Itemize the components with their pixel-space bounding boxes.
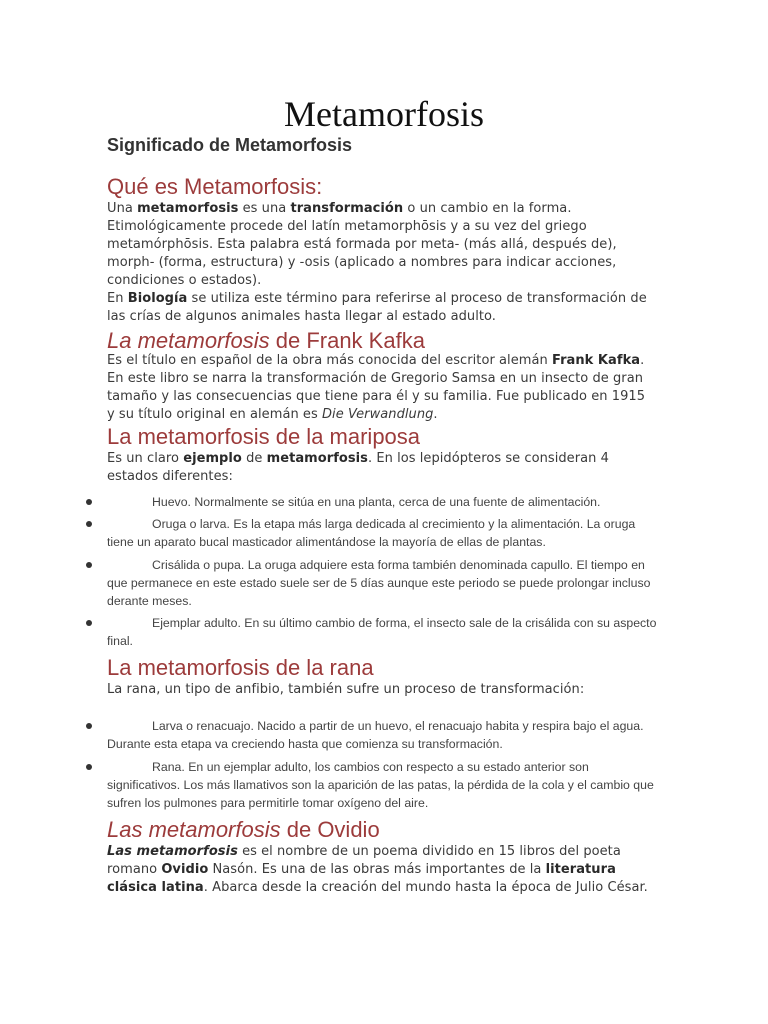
page-subtitle: Significado de Metamorfosis — [107, 135, 353, 155]
list-item-text: Oruga o larva. Es la etapa más larga dedicada al crecimiento y la alimentación. La oruga tiene un aparato bucal masticador alimentándose la mayoría de ellas de plantas. — [107, 517, 636, 549]
bullet-dot — [86, 723, 92, 729]
text-run: En — [107, 291, 128, 306]
list-item-huevo — [107, 493, 659, 511]
bold-term: Ovidio — [161, 862, 209, 877]
italic-term: Die Verwandlung — [322, 407, 434, 422]
bold-term: literatura clásica latina — [107, 862, 616, 895]
bold-term: ejemplo — [183, 451, 242, 466]
text-run: La rana, un tipo de anfibio, también sufre un proceso de transformación: — [107, 682, 585, 697]
text-run: o un cambio en la forma. Etimológicamente procede del latín metamorphōsis y a su vez del griego metamórphōsis. Esta palabra está formada por meta- (más allá, después de), morph- (forma, estructura) y -osis (aplicado a nombres para indicar acciones, condiciones o estados). — [107, 201, 617, 288]
text-run: es una — [238, 201, 291, 216]
list-item-rana — [107, 758, 659, 812]
list-item-text: Huevo. Normalmente se sitúa en una planta, cerca de una fuente de alimentación. — [152, 495, 601, 509]
bullet-dot — [86, 620, 92, 626]
paragraph-rana — [107, 681, 655, 699]
heading-plain-part: de Frank Kafka — [269, 328, 425, 353]
bold-term: transformación — [290, 201, 404, 216]
bold-term: Frank Kafka — [551, 353, 641, 368]
heading-italic-part: Las metamorfosis — [107, 817, 281, 842]
heading-plain-part: de Ovidio — [280, 817, 380, 842]
section-heading-rana: La metamorfosis de la rana — [107, 655, 374, 680]
list-item-text: Ejemplar adulto. En su último cambio de forma, el insecto sale de la crisálida con su aspecto final. — [107, 616, 657, 648]
bullet-dot — [86, 562, 92, 568]
list-item-text: Rana. En un ejemplar adulto, los cambios con respecto a su estado anterior son significativos. Los más llamativos son la aparición de las patas, la pérdida de la cola y el cambio que sufren los pulmones para permitirle tomar oxígeno del aire. — [107, 760, 654, 810]
list-item-crisalida — [107, 556, 659, 610]
list-item-oruga — [107, 515, 659, 551]
text-run: . En este libro se narra la transformación de Gregorio Samsa en un insecto de gran tamaño y las consecuencias que tiene para él y su familia. Fue publicado en 1915 y su título original en alemán es — [107, 353, 646, 422]
heading-italic-part: La metamorfosis — [107, 328, 270, 353]
paragraph-kafka — [107, 352, 655, 424]
text-run: . — [433, 407, 438, 422]
section-heading-kafka — [107, 328, 425, 354]
list-item-larva — [107, 717, 659, 753]
paragraph-biologia — [107, 290, 655, 326]
list-item-text: Crisálida o pupa. La oruga adquiere esta forma también denominada capullo. El tiempo en que permanece en este estado suele ser de 5 días aunque este periodo se puede prolongar incluso derante meses. — [107, 558, 651, 608]
bullet-dot — [86, 521, 92, 527]
bold-term: Las metamorfosis — [107, 844, 238, 859]
section-heading-que-es: Qué es Metamorfosis: — [107, 174, 323, 199]
text-run: Es el título en español de la obra más conocida del escritor alemán — [107, 353, 552, 368]
section-heading-ovidio — [107, 817, 380, 843]
bold-term: metamorfosis — [137, 201, 239, 216]
text-run: Una — [107, 201, 138, 216]
list-item-adulto — [107, 614, 659, 650]
section-heading-mariposa: La metamorfosis de la mariposa — [107, 424, 421, 449]
bullet-dot — [86, 499, 92, 505]
bold-term: metamorfosis — [266, 451, 368, 466]
paragraph-definition — [107, 200, 655, 290]
paragraph-mariposa — [107, 450, 655, 486]
text-run: . Abarca desde la creación del mundo hasta la época de Julio César. — [203, 880, 648, 895]
page-title: Metamorfosis — [284, 94, 484, 134]
text-run: . En los lepidópteros se consideran 4 estados diferentes: — [107, 451, 609, 484]
text-run: de — [241, 451, 267, 466]
bold-term: Biología — [127, 291, 188, 306]
paragraph-ovidio — [107, 843, 655, 897]
bullet-dot — [86, 764, 92, 770]
text-run: Es un claro — [107, 451, 184, 466]
text-run: es el nombre de un poema dividido en 15 libros del poeta romano — [107, 844, 621, 877]
text-run: se utiliza este término para referirse al proceso de transformación de las crías de algunos animales hasta llegar al estado adulto. — [107, 291, 647, 324]
list-item-text: Larva o renacuajo. Nacido a partir de un huevo, el renacuajo habita y respira bajo el agua. Durante esta etapa va creciendo hasta que comienza su transformación. — [107, 719, 644, 751]
text-run: Nasón. Es una de las obras más importantes de la — [208, 862, 546, 877]
